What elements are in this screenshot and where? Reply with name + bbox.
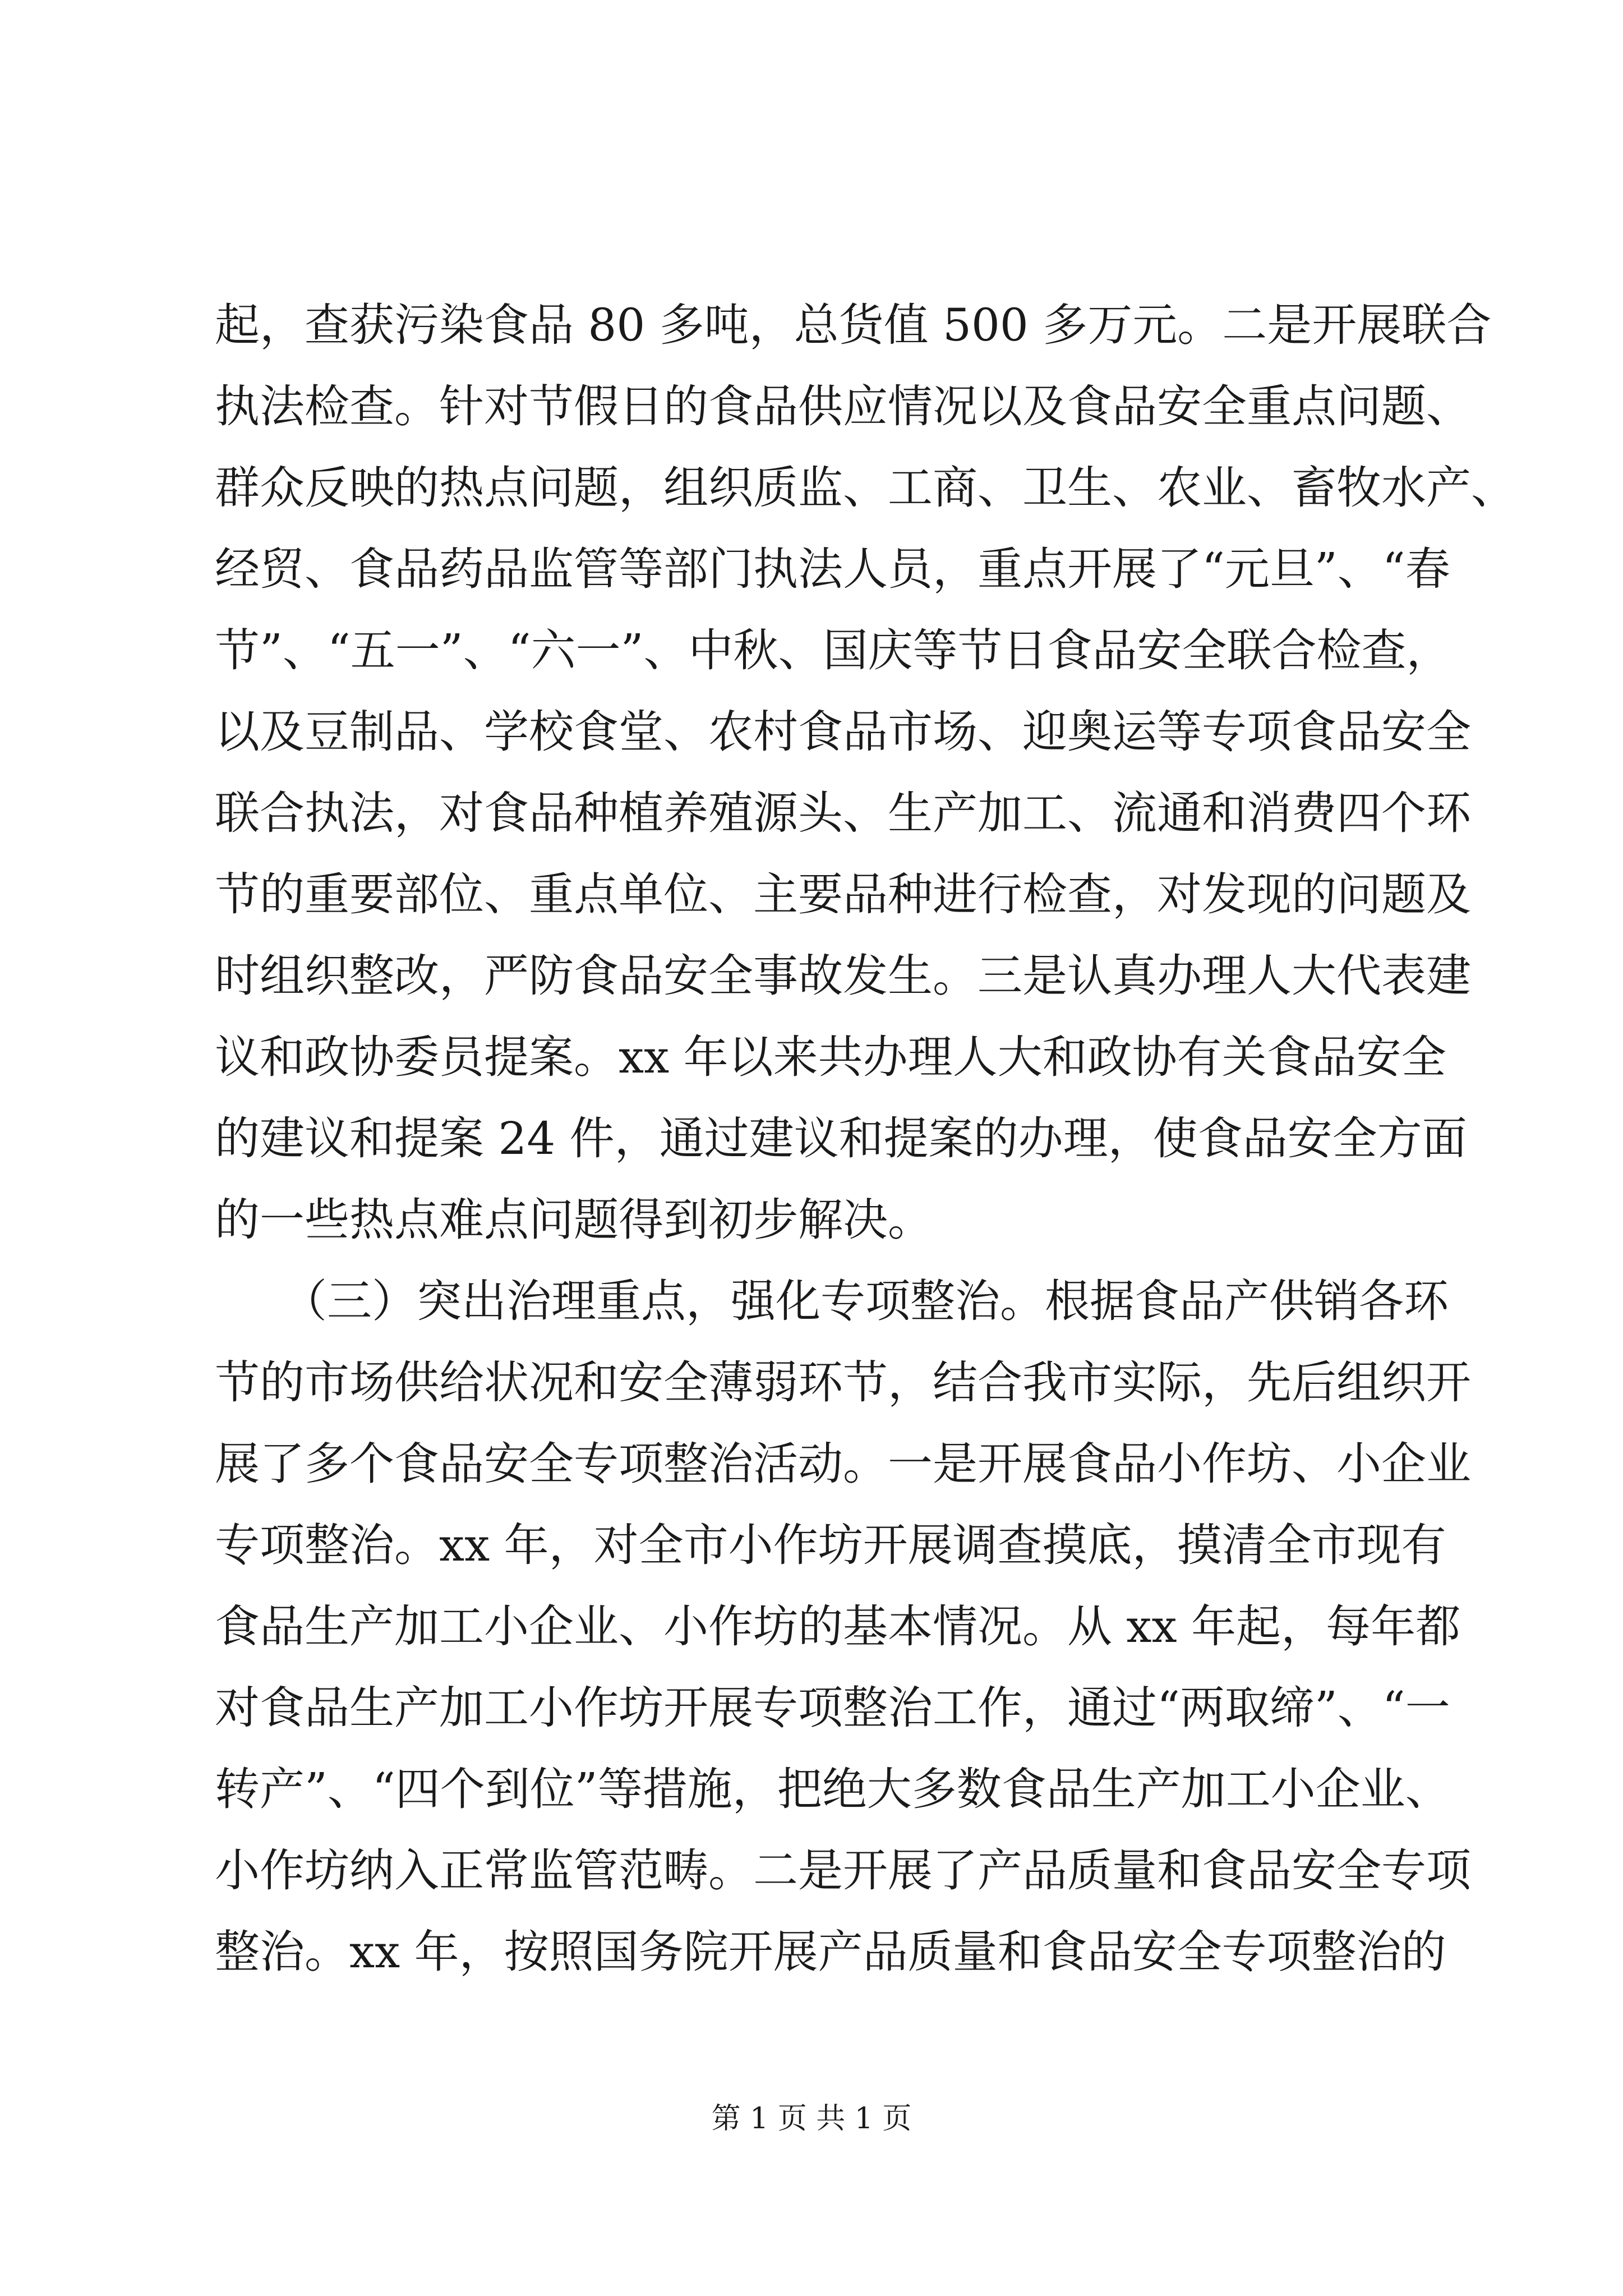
- text-line: 时组织整改，严防食品安全事故发生。三是认真办理人大代表建: [215, 950, 1471, 1002]
- text-line: 节”、“五一”、“六一”、中秋、国庆等节日食品安全联合检查，: [215, 624, 1451, 677]
- page-number-footer: 第 1 页 共 1 页: [711, 2102, 912, 2136]
- text-line: 群众反映的热点问题，组织质监、工商、卫生、农业、畜牧水产、: [215, 462, 1516, 514]
- text-line: 经贸、食品药品监管等部门执法人员，重点开展了“元旦”、“春: [215, 543, 1450, 595]
- text-line: 转产”、“四个到位”等措施，把绝大多数食品生产加工小企业、: [215, 1763, 1450, 1815]
- text-line: 议和政协委员提案。xx 年以来共办理人大和政协有关食品安全: [215, 1031, 1446, 1083]
- text-line: 起，查获污染食品 80 多吨，总货值 500 多万元。二是开展联合: [215, 299, 1492, 351]
- text-line: 整治。xx 年，按照国务院开展产品质量和食品安全专项整治的: [215, 1926, 1446, 1978]
- text-line: 的建议和提案 24 件，通过建议和提案的办理，使食品安全方面: [215, 1112, 1467, 1165]
- text-line: 对食品生产加工小作坊开展专项整治工作，通过“两取缔”、“一: [215, 1682, 1450, 1734]
- text-line: 的一些热点难点问题得到初步解决。: [215, 1194, 933, 1246]
- text-line: 联合执法，对食品种植养殖源头、生产加工、流通和消费四个环: [215, 787, 1471, 839]
- text-line: 以及豆制品、学校食堂、农村食品市场、迎奥运等专项食品安全: [215, 706, 1471, 758]
- text-line: 食品生产加工小企业、小作坊的基本情况。从 xx 年起，每年都: [215, 1600, 1461, 1653]
- text-line: 专项整治。xx 年，对全市小作坊开展调查摸底，摸清全市现有: [215, 1519, 1446, 1571]
- text-line: 节的重要部位、重点单位、主要品种进行检查，对发现的问题及: [215, 868, 1471, 921]
- text-line: 执法检查。针对节假日的食品供应情况以及食品安全重点问题、: [215, 380, 1471, 432]
- text-line: 展了多个食品安全专项整治活动。一是开展食品小作坊、小企业: [215, 1438, 1471, 1490]
- text-line: （三）突出治理重点，强化专项整治。根据食品产供销各环: [215, 1275, 1449, 1327]
- text-line: 小作坊纳入正常监管范畴。二是开展了产品质量和食品安全专项: [215, 1844, 1471, 1897]
- text-line: 节的市场供给状况和安全薄弱环节，结合我市实际，先后组织开: [215, 1356, 1471, 1409]
